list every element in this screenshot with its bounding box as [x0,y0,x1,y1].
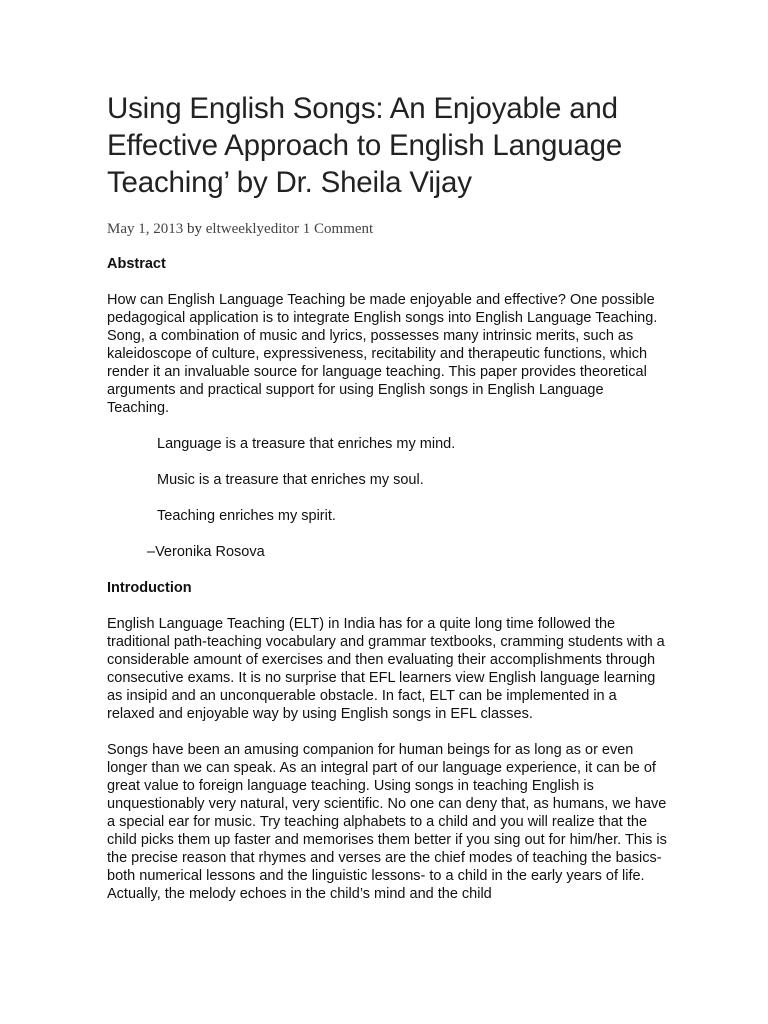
comments-link[interactable]: 1 Comment [302,221,374,237]
by-label: by [187,221,202,237]
article-meta [107,220,667,238]
abstract-text: How can English Language Teaching be made enjoyable and effective? One possible pedagogical application is to integrate English songs into English Language Teaching. Song, a combination of music and lyrics, possesses many intrinsic merits, such as kaleidoscope of culture, expressiveness, recitability and therapeutic functions, which render it an invaluable source for language teaching. This paper provides theoretical arguments and practical support for using English songs in English Language Teaching. [107,292,658,416]
article-title: Using English Songs: An Enjoyable and Effective Approach to English Language Teaching’ by Dr. Sheila Vijay [107,92,623,199]
document-page [107,90,667,903]
introduction-paragraph: English Language Teaching (ELT) in India has for a quite long time followed the traditional path-teaching vocabulary and grammar textbooks, cramming students with a considerable amount of exercises and then evaluating their accomplishments through consecutive exams. It is no surprise that EFL learners view English language learning as insipid and an unconquerable obstacle. In fact, ELT can be implemented in a relaxed and enjoyable way by using English songs in EFL classes. [107,616,665,722]
quote-line: Music is a treasure that enriches my soul. [157,472,424,488]
post-date[interactable]: May 1, 2013 [107,221,184,237]
quote-attribution: –Veronika Rosova [147,544,265,560]
introduction-heading: Introduction [107,580,192,596]
quote-line: Language is a treasure that enriches my mind. [157,436,456,452]
abstract-heading: Abstract [107,256,166,272]
author-link[interactable]: eltweeklyeditor [205,221,300,237]
quote-line: Teaching enriches my spirit. [157,508,336,524]
introduction-paragraph: Songs have been an amusing companion for human beings for as long as or even longer than we can speak. As an integral part of our language experience, it can be of great value to foreign language teaching. Using songs in teaching English is unquestionably very natural, very scientific. No one can deny that, as humans, we have a special ear for music. Try teaching alphabets to a child and you will realize that the child picks them up faster and memorises them better if you sing out for him/her. This is the precise reason that rhymes and verses are the chief modes of teaching the basics-both numerical lessons and the linguistic lessons- to a child in the early years of life. Actually, the melody echoes in the child’s mind and the child [107,742,667,902]
